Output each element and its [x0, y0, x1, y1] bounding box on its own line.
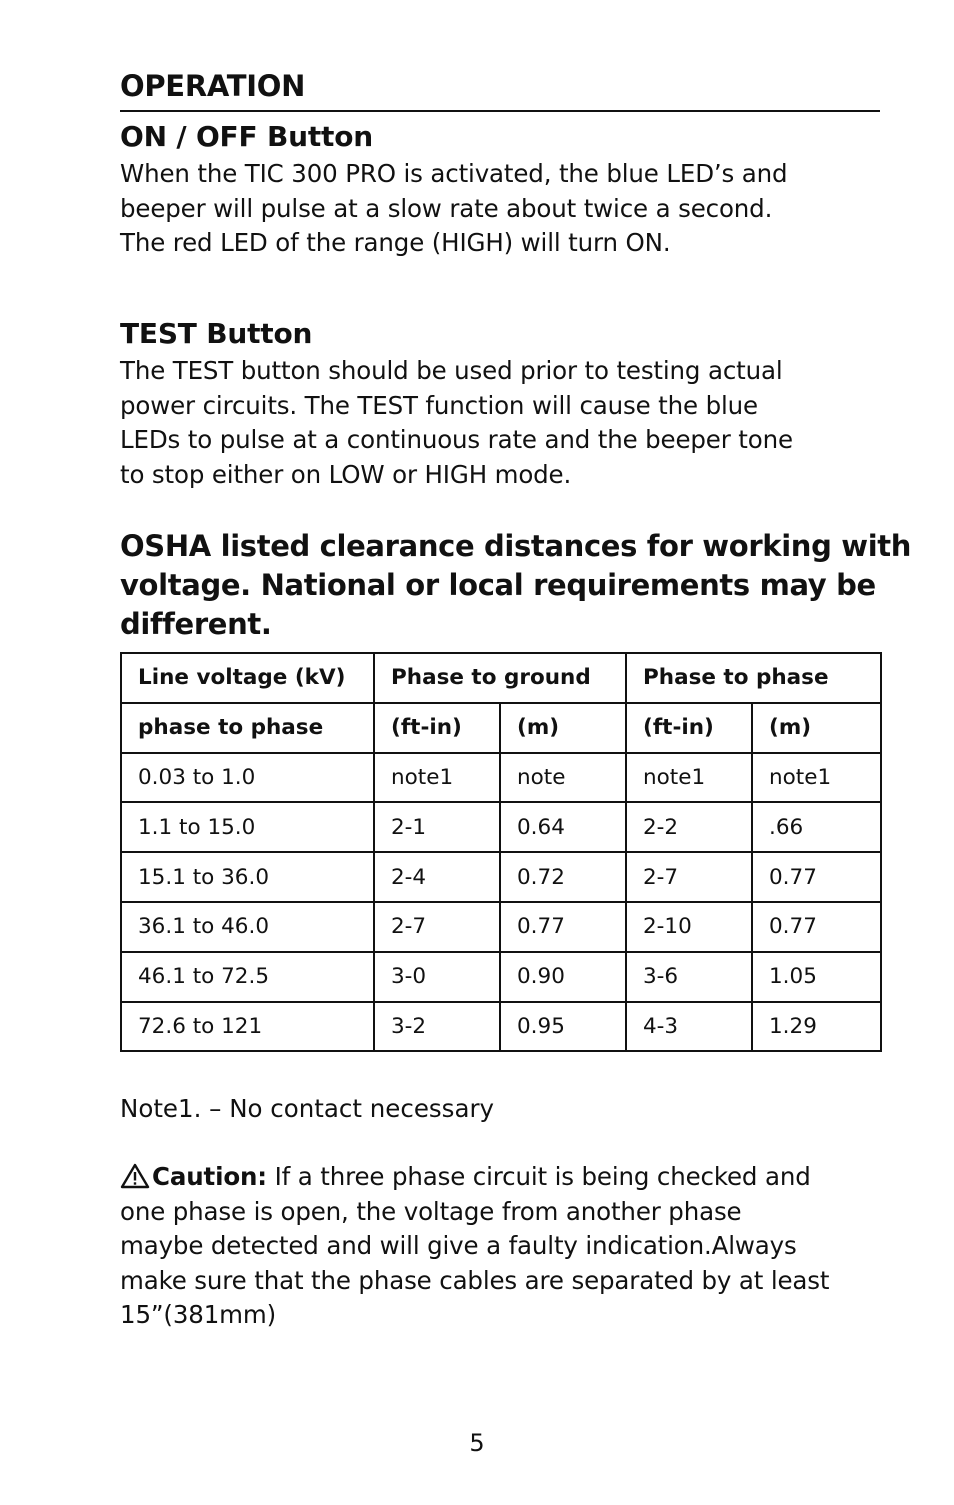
table-header-row — [121, 653, 881, 703]
warning-triangle-icon — [120, 1163, 150, 1189]
on-off-heading: ON / OFF Button — [120, 120, 373, 153]
table-cell: 1.29 — [752, 1002, 881, 1052]
table-cell: 0.90 — [500, 952, 626, 1002]
caution-line: one phase is open, the voltage from another phase — [120, 1196, 742, 1226]
table-row — [121, 753, 881, 803]
section-title: OPERATION — [120, 69, 306, 103]
caution-line: maybe detected and will give a faulty indication.Always — [120, 1231, 797, 1260]
table-cell: 2-10 — [626, 902, 752, 952]
table-cell: 36.1 to 46.0 — [121, 902, 374, 952]
osha-heading-line: OSHA listed clearance distances for working with — [120, 529, 912, 563]
table-cell: note — [500, 753, 626, 803]
caution-paragraph — [120, 1160, 890, 1333]
paragraph-line: to stop either on LOW or HIGH mode. — [120, 459, 572, 489]
section-divider — [120, 110, 880, 112]
table-cell: 3-0 — [374, 952, 500, 1002]
table-row — [121, 952, 881, 1002]
caution-first-line — [120, 1160, 890, 1195]
paragraph-line: When the TIC 300 PRO is activated, the blue LED’s and — [120, 159, 788, 188]
table-cell: 3-6 — [626, 952, 752, 1002]
caution-line: make sure that the phase cables are separated by at least — [120, 1265, 830, 1295]
table-cell: 2-2 — [626, 802, 752, 852]
table-cell: 0.77 — [500, 902, 626, 952]
paragraph-line: LEDs to pulse at a continuous rate and the beeper tone — [120, 425, 793, 454]
table-subheader-row — [121, 703, 881, 753]
subheader-cell: (m) — [500, 703, 626, 753]
table-cell: 0.72 — [500, 852, 626, 902]
header-cell-phase-to-ground: Phase to ground — [374, 653, 626, 703]
table-cell: note1 — [374, 753, 500, 803]
caution-line: 15”(381mm) — [120, 1300, 276, 1329]
page-number: 5 — [469, 1429, 485, 1457]
paragraph-line: beeper will pulse at a slow rate about twice a second. — [120, 193, 773, 223]
header-cell-line-voltage: Line voltage (kV) — [121, 653, 374, 703]
paragraph-line: The red LED of the range (HIGH) will turn ON. — [120, 228, 671, 257]
table-cell: note1 — [752, 753, 881, 803]
paragraph-line: power circuits. The TEST function will cause the blue — [120, 390, 758, 420]
table-cell: 1.05 — [752, 952, 881, 1002]
osha-heading — [120, 527, 912, 644]
table-cell: 2-7 — [374, 902, 500, 952]
subheader-cell: (ft-in) — [626, 703, 752, 753]
table-cell: 2-7 — [626, 852, 752, 902]
table-row — [121, 1002, 881, 1052]
osha-heading-line: voltage. National or local requirements may be — [120, 568, 876, 602]
table-cell: 4-3 — [626, 1002, 752, 1052]
table-cell: 72.6 to 121 — [121, 1002, 374, 1052]
table-cell: 0.03 to 1.0 — [121, 753, 374, 803]
table-cell: note1 — [626, 753, 752, 803]
table-cell: 0.77 — [752, 852, 881, 902]
table-cell: 15.1 to 36.0 — [121, 852, 374, 902]
table-row — [121, 802, 881, 852]
table-cell: .66 — [752, 802, 881, 852]
caution-label: Caution: — [152, 1162, 267, 1191]
table-cell: 46.1 to 72.5 — [121, 952, 374, 1002]
table-cell: 0.64 — [500, 802, 626, 852]
osha-heading-line: different. — [120, 607, 272, 641]
test-heading: TEST Button — [120, 317, 313, 350]
table-cell: 2-1 — [374, 802, 500, 852]
on-off-paragraph — [120, 157, 890, 261]
table-row — [121, 902, 881, 952]
table-row — [121, 852, 881, 902]
subheader-cell: (ft-in) — [374, 703, 500, 753]
table-cell: 2-4 — [374, 852, 500, 902]
table-cell: 0.95 — [500, 1002, 626, 1052]
clearance-table — [120, 652, 882, 1052]
subheader-cell: phase to phase — [121, 703, 374, 753]
header-cell-phase-to-phase: Phase to phase — [626, 653, 881, 703]
subheader-cell: (m) — [752, 703, 881, 753]
caution-text: If a three phase circuit is being checked and — [266, 1162, 811, 1191]
table-cell: 1.1 to 15.0 — [121, 802, 374, 852]
table-footnote: Note1. – No contact necessary — [120, 1094, 495, 1123]
paragraph-line: The TEST button should be used prior to testing actual — [120, 356, 783, 385]
table-cell: 3-2 — [374, 1002, 500, 1052]
table-cell: 0.77 — [752, 902, 881, 952]
test-paragraph — [120, 354, 890, 492]
